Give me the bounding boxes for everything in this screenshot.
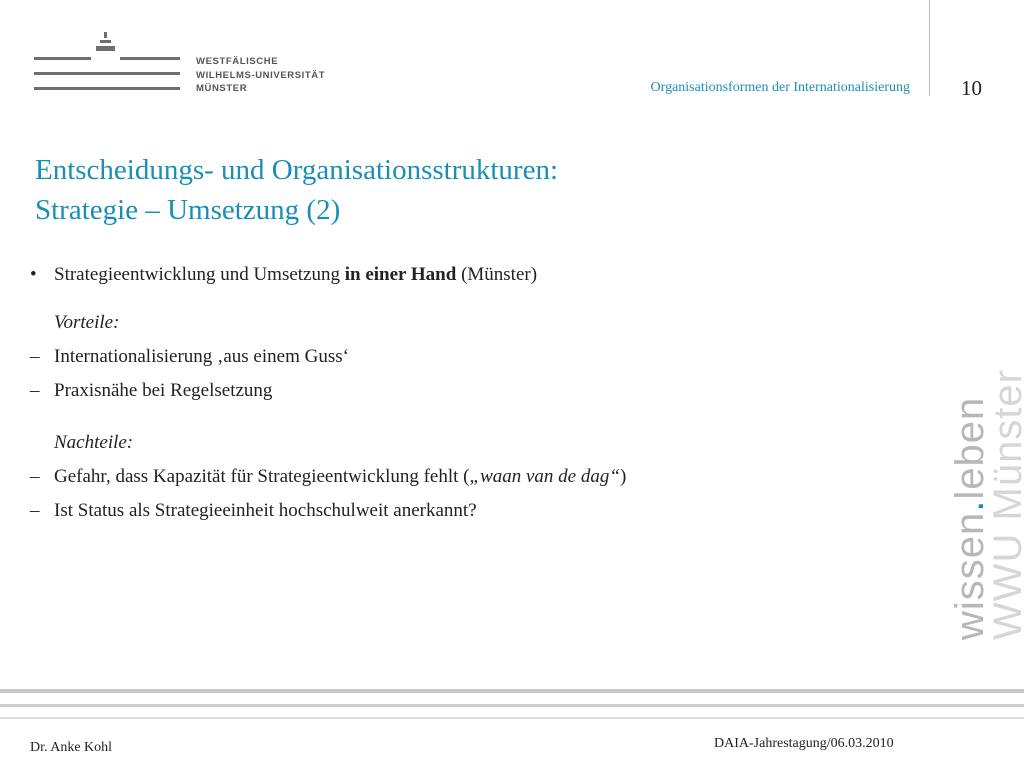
- dash-marker: –: [30, 466, 40, 487]
- nachteil-text-end: ): [619, 466, 627, 487]
- dash-marker: –: [30, 346, 40, 367]
- vorteil-text: Internationalisierung ‚aus einem Guss‘: [54, 346, 349, 367]
- watermark-slogan: [948, 369, 1030, 640]
- logo-mark-block: [96, 46, 115, 51]
- logo-line: WESTFÄLISCHE: [196, 56, 279, 67]
- bullet-text-end: (Münster): [456, 264, 538, 285]
- title-line-1: Entscheidungs- und Organisationsstrukturen:: [35, 154, 559, 186]
- footer-bar: [0, 717, 1024, 719]
- nachteil-quote: „waan van de dag“: [469, 466, 620, 487]
- logo-bar: [34, 72, 180, 75]
- vorteile-heading: Vorteile:: [54, 312, 120, 333]
- logo-line: WILHELMS-UNIVERSITÄT: [196, 69, 326, 81]
- watermark-line-2: WWU Münster: [986, 369, 1030, 640]
- footer-bar: [0, 689, 1024, 693]
- university-logo: [34, 32, 334, 98]
- vorteil-item: [30, 380, 272, 402]
- logo-bar: [34, 57, 91, 60]
- nachteile-heading: Nachteile:: [54, 432, 134, 453]
- bullet-text: Strategieentwicklung und Umsetzung: [54, 264, 345, 285]
- slide-title: [35, 150, 558, 230]
- page-number: 10: [961, 76, 982, 100]
- dash-marker: –: [30, 380, 40, 401]
- bullet-marker: •: [30, 264, 37, 285]
- nachteil-text: Gefahr, dass Kapazität für Strategieentwicklung fehlt (: [54, 466, 470, 487]
- header-divider: [929, 0, 930, 96]
- nachteil-item: [30, 466, 626, 488]
- logo-bar: [34, 87, 180, 90]
- nachteil-text: Ist Status als Strategieeinheit hochschulweit anerkannt?: [54, 500, 477, 521]
- title-line-2: Strategie – Umsetzung (2): [35, 194, 341, 226]
- bullet-emphasis: in einer Hand: [344, 264, 457, 285]
- logo-bar: [120, 57, 180, 60]
- logo-mark-upper: [100, 40, 111, 43]
- watermark-dot: .: [948, 499, 992, 512]
- bullet-item: [30, 264, 537, 286]
- watermark-word: leben: [948, 396, 992, 500]
- logo-mark-tick: [104, 32, 107, 38]
- vorteil-text: Praxisnähe bei Regelsetzung: [54, 380, 273, 401]
- logo-line: MÜNSTER: [196, 83, 248, 94]
- nachteil-item: [30, 500, 477, 522]
- watermark-word: wissen: [948, 511, 992, 640]
- dash-marker: –: [30, 500, 40, 521]
- footer-event: DAIA-Jahrestagung/06.03.2010: [714, 736, 894, 751]
- footer-bar: [0, 704, 1024, 707]
- vorteil-item: [30, 346, 349, 368]
- logo-text: [196, 55, 325, 96]
- footer-author: Dr. Anke Kohl: [30, 740, 113, 755]
- section-topic: Organisationsformen der Internationalisierung: [650, 80, 910, 95]
